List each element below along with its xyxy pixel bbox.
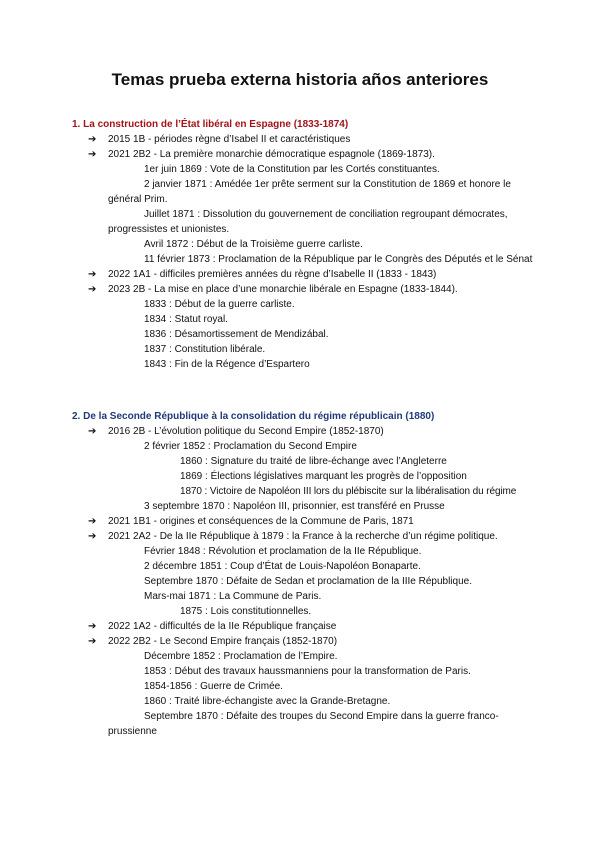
list-item (72, 619, 542, 634)
topic-label: 2022 1A2 - difficultés de la IIe République française (108, 621, 337, 632)
date-item: 1854-1856 : Guerre de Crimée. (144, 681, 283, 692)
arrow-right-icon: ➔ (88, 284, 97, 295)
date-item: Avril 1872 : Début de la Troisième guerre carliste. (144, 239, 363, 250)
date-item: Décembre 1852 : Proclamation de l’Empire. (144, 651, 338, 662)
date-item: 1836 : Désamortissement de Mendizábal. (144, 329, 329, 340)
date-item: 11 février 1873 : Proclamation de la République par le Congrès des Députés et le Sénat (144, 254, 533, 265)
list-item (72, 529, 542, 619)
topic-list (72, 132, 542, 372)
page-title: Temas prueba externa historia años anteriores (111, 70, 489, 89)
date-item: 3 septembre 1870 : Napoléon III, prisonnier, est transféré en Prusse (144, 501, 445, 512)
arrow-right-icon: ➔ (88, 134, 97, 145)
date-list (108, 544, 542, 619)
date-item: Février 1848 : Révolution et proclamation de la IIe République. (144, 546, 422, 557)
date-item: 1843 : Fin de la Régence d’Espartero (144, 359, 310, 370)
arrow-right-icon: ➔ (88, 516, 97, 527)
date-item: 1869 : Élections législatives marquant les progrès de l’opposition (180, 471, 467, 482)
date-item: 2 février 1852 : Proclamation du Second Empire (144, 441, 357, 452)
topic-label: 2021 2B2 - La première monarchie démocratique espagnole (1869-1873). (108, 149, 435, 160)
list-item (72, 282, 542, 372)
date-item: 1853 : Début des travaux haussmanniens pour la transformation de Paris. (144, 666, 471, 677)
date-item: 1860 : Signature du traité de libre-échange avec l’Angleterre (180, 456, 447, 467)
topic-list (72, 424, 542, 739)
list-item (72, 267, 542, 282)
arrow-right-icon: ➔ (88, 621, 97, 632)
date-item: Juillet 1871 : Dissolution du gouvernement de conciliation regroupant démocrates, progressistes et unionistes. (108, 209, 508, 235)
topic-label: 2021 2A2 - De la IIe République à 1879 : la France à la recherche d’un régime politique. (108, 531, 498, 542)
arrow-right-icon: ➔ (88, 269, 97, 280)
topic-label: 2022 2B2 - Le Second Empire français (1852-1870) (108, 636, 338, 647)
list-item (72, 132, 542, 147)
topic-label: 2021 1B1 - origines et conséquences de la Commune de Paris, 1871 (108, 516, 414, 527)
date-item: 1837 : Constitution libérale. (144, 344, 266, 355)
section-1 (72, 117, 542, 372)
date-item: Mars-mai 1871 : La Commune de Paris. (144, 591, 322, 602)
date-item: 1er juin 1869 : Vote de la Constitution par les Cortés constituantes. (144, 164, 440, 175)
date-item: Septembre 1870 : Défaite des troupes du Second Empire dans la guerre franco-prussienne (108, 711, 499, 737)
list-item (72, 514, 542, 529)
date-list (108, 439, 542, 514)
date-item: 1860 : Traité libre-échangiste avec la Grande-Bretagne. (144, 696, 391, 707)
list-item (72, 424, 542, 514)
arrow-right-icon: ➔ (88, 149, 97, 160)
topic-label: 2022 1A1 - difficiles premières années du règne d’Isabelle II (1833 - 1843) (108, 269, 437, 280)
date-item: Septembre 1870 : Défaite de Sedan et proclamation de la IIIe République. (144, 576, 472, 587)
list-item (72, 634, 542, 739)
section-heading: 2. De la Seconde République à la consolidation du régime républicain (1880) (72, 411, 435, 422)
date-item: 1870 : Victoire de Napoléon III lors du plébiscite sur la libéralisation du régime (180, 486, 517, 497)
date-list (108, 649, 542, 739)
date-item: 1875 : Lois constitutionnelles. (180, 606, 312, 617)
date-item: 1834 : Statut royal. (144, 314, 228, 325)
topic-label: 2016 2B - L’évolution politique du Second Empire (1852-1870) (108, 426, 384, 437)
date-list (108, 162, 542, 267)
section-2 (72, 409, 542, 739)
list-item (72, 147, 542, 267)
arrow-right-icon: ➔ (88, 426, 97, 437)
arrow-right-icon: ➔ (88, 636, 97, 647)
arrow-right-icon: ➔ (88, 531, 97, 542)
date-list (108, 297, 542, 372)
topic-label: 2023 2B - La mise en place d’une monarchie libérale en Espagne (1833-1844). (108, 284, 458, 295)
topic-label: 2015 1B - périodes règne d’Isabel II et caractéristiques (108, 134, 351, 145)
section-heading: 1. La construction de l’État libéral en Espagne (1833-1874) (72, 119, 349, 130)
date-item: 2 décembre 1851 : Coup d’État de Louis-Napoléon Bonaparte. (144, 561, 421, 572)
date-item: 1833 : Début de la guerre carliste. (144, 299, 295, 310)
date-item: 2 janvier 1871 : Amédée 1er prête serment sur la Constitution de 1869 et honore le général Prim. (108, 179, 511, 205)
